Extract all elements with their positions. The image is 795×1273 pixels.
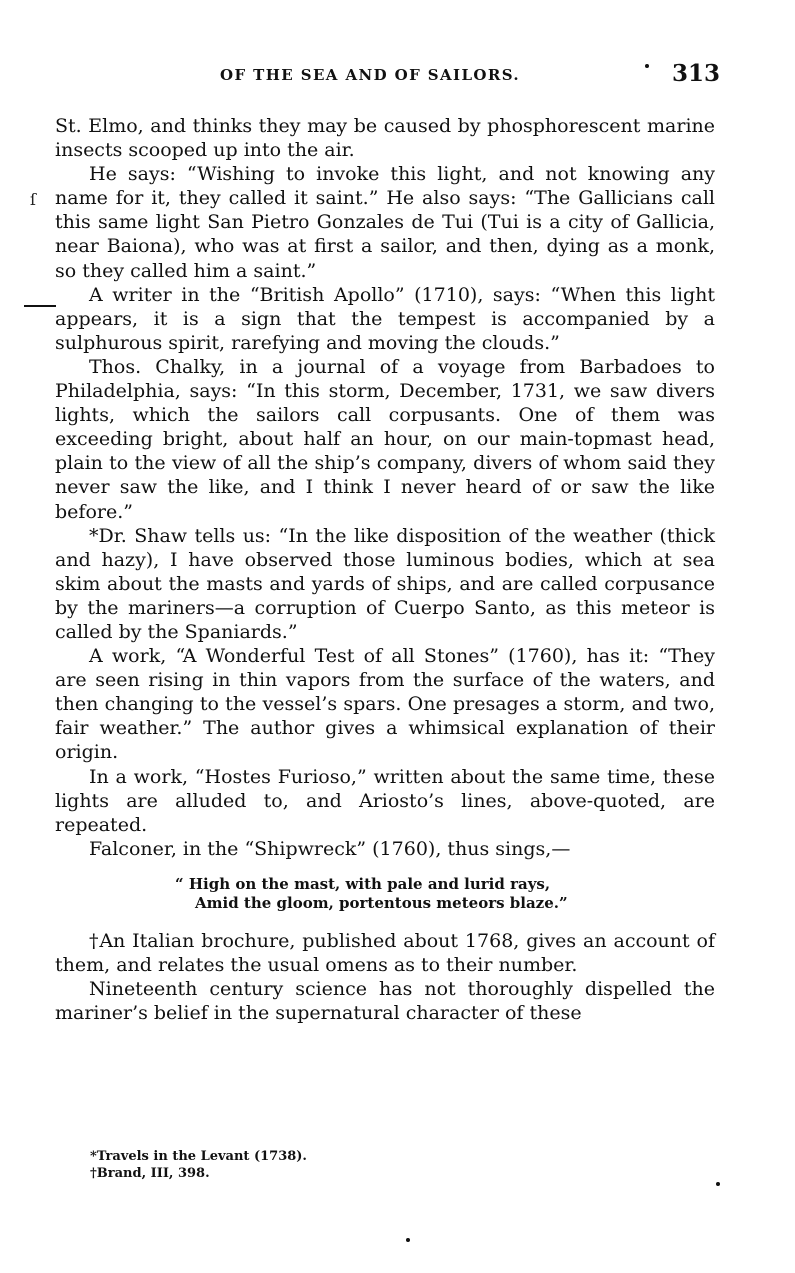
page-header bbox=[0, 60, 795, 90]
footnote: †Brand, III, 398. bbox=[90, 1166, 210, 1181]
margin-pencil-line bbox=[24, 305, 56, 307]
paragraph: He says: “Wishing to invoke this light, and not knowing any name for it, they called it saint.” He also says: “The Gallicians call this same light San Pietro Gonzales de Tui (Tui is a city of Gallicia, near Baiona), who was at first a sailor, and then, dying as a monk, so they called him a saint.” bbox=[55, 163, 715, 282]
ink-speck bbox=[406, 1238, 410, 1242]
paragraph: Nineteenth century science has not thoroughly dispelled the mariner’s belief in the supernatural character of these bbox=[55, 978, 715, 1025]
margin-annotation: ſ bbox=[30, 190, 36, 209]
paragraph: Thos. Chalky, in a journal of a voyage from Barbadoes to Philadelphia, says: “In this storm, December, 1731, we saw divers lights, which the sailors call corpusants. One of them was exceeding bright, about half an hour, on our main-topmast head, plain to the view of all the ship’s company, divers of whom said they never saw the like, and I think I never heard of or saw the like before.” bbox=[55, 355, 715, 523]
page-number: 313 bbox=[672, 60, 721, 87]
verse-line: “ High on the mast, with pale and lurid rays, bbox=[175, 874, 551, 893]
paragraph: Falconer, in the “Shipwreck” (1760), thus sings,— bbox=[89, 837, 571, 860]
paragraph: †An Italian brochure, published about 1768, gives an account of them, and relates the usual omens as to their number. bbox=[55, 929, 715, 976]
verse-line: Amid the gloom, portentous meteors blaze.” bbox=[195, 893, 568, 912]
running-head: OF THE SEA AND OF SAILORS. bbox=[220, 66, 521, 84]
verse-quote bbox=[55, 875, 715, 913]
footnotes bbox=[90, 1148, 307, 1182]
paragraph: St. Elmo, and thinks they may be caused by phosphorescent marine insects scooped up into the air. bbox=[55, 115, 715, 162]
body-text bbox=[55, 114, 715, 1025]
paragraph: *Dr. Shaw tells us: “In the like disposition of the weather (thick and hazy), I have observed those luminous bodies, which at sea skim about the masts and yards of ships, and are called corpusance by the mariners—a corruption of Cuerpo Santo, as this meteor is called by the Spaniards.” bbox=[55, 524, 715, 643]
paragraph: A work, “A Wonderful Test of all Stones” (1760), has it: “They are seen rising in thin vapors from the surface of the waters, and then changing to the vessel’s spars. One presages a storm, and two, fair weather.” The author gives a whimsical explanation of their origin. bbox=[55, 645, 715, 764]
ink-speck bbox=[645, 64, 649, 68]
paragraph: In a work, “Hostes Furioso,” written about the same time, these lights are alluded to, and Ariosto’s lines, above-quoted, are repeated. bbox=[55, 765, 715, 836]
footnote: *Travels in the Levant (1738). bbox=[90, 1149, 307, 1164]
ink-speck bbox=[716, 1182, 720, 1186]
paragraph: A writer in the “British Apollo” (1710), says: “When this light appears, it is a sign that the tempest is accompanied by a sulphurous spirit, rarefying and moving the clouds.” bbox=[55, 283, 715, 354]
